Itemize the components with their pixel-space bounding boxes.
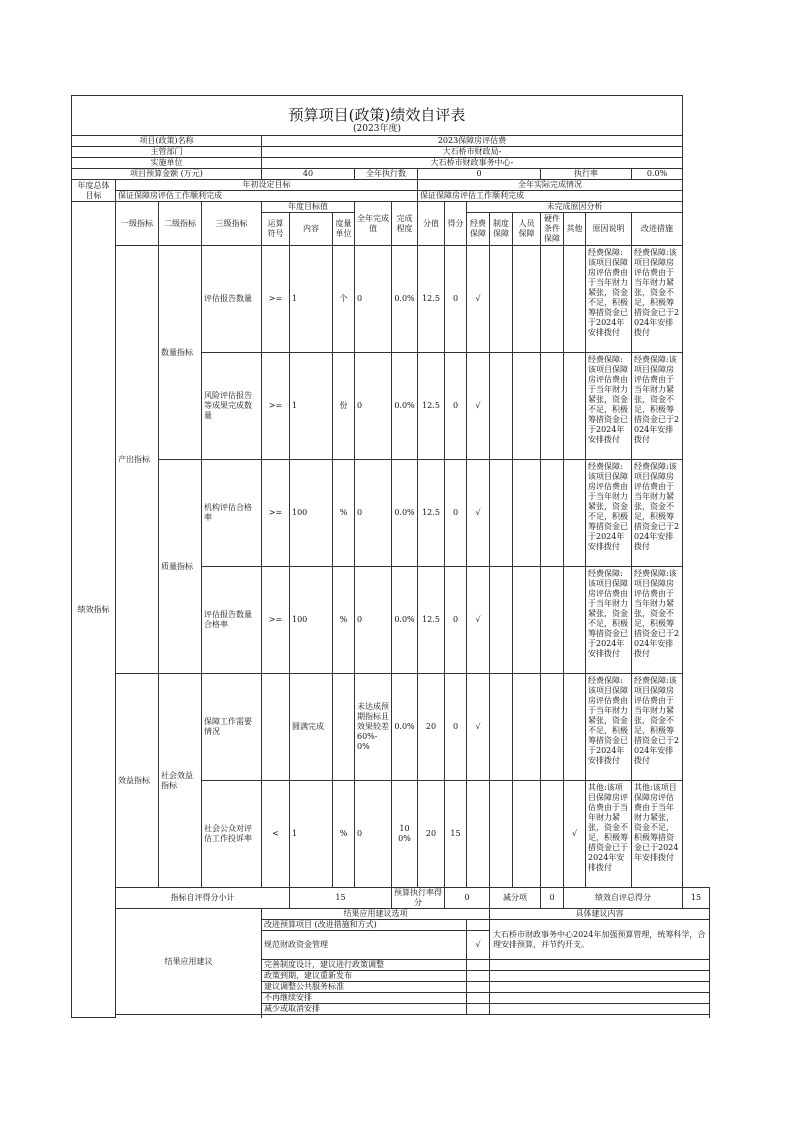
- header-level1: 一级指标: [116, 202, 159, 246]
- operator-cell: >=: [262, 567, 290, 674]
- unit-cell: 个: [333, 246, 355, 353]
- advice-options-header: 结果应用建议选项: [262, 909, 490, 920]
- subtotal-value: 15: [290, 888, 392, 909]
- goal-label-line2: 目标: [85, 190, 102, 200]
- quality-indicator: 质量指标: [159, 460, 202, 674]
- actual-cell: 0: [355, 353, 392, 460]
- explain-cell: 经费保障:该项目保障房评估费由于当年财力紧张，资金不足，积极筹措资金已于2024年安排拨付: [586, 353, 632, 460]
- reason-other-mark: [564, 567, 586, 674]
- page-year: (2023年度): [353, 124, 401, 134]
- content-cell: 1: [290, 353, 333, 460]
- unit-cell: %: [333, 567, 355, 674]
- reason-staff-mark: [513, 674, 541, 781]
- reason-system-mark: [490, 353, 513, 460]
- operator-cell: [262, 674, 290, 781]
- reason-funding-mark: √: [467, 353, 490, 460]
- score-cell: 0: [445, 246, 467, 353]
- header-level3: 三级指标: [202, 202, 262, 246]
- score-cell: 0: [445, 674, 467, 781]
- advice-option-mark: [467, 920, 490, 931]
- advice-content-blank: [490, 993, 710, 1004]
- improve-cell: 经费保障:该项目保障房评估费由于当年财力紧张，资金不足，积极筹措资金已于2024年安排拨付: [632, 246, 683, 353]
- improve-cell: 经费保障:该项目保障房评估费由于当年财力紧张，资金不足，积极筹措资金已于2024年安排拨付: [632, 674, 683, 781]
- header-operator: 运算符号: [262, 213, 290, 246]
- self-evaluation-table: [71, 95, 710, 1018]
- score-value-cell: 20: [418, 781, 445, 888]
- reason-system-mark: [490, 246, 513, 353]
- advice-option-mark: [467, 960, 490, 971]
- score-cell: 0: [445, 567, 467, 674]
- explain-cell: 经费保障:该项目保障房评估费由于当年财力紧张，资金不足，积极筹措资金已于2024年安排拨付: [586, 246, 632, 353]
- advice-option: 改进预算项目 (改进措施和方式): [262, 920, 467, 931]
- advice-option: 减少或取消安排: [262, 1004, 467, 1015]
- score-value-cell: 12.5: [418, 246, 445, 353]
- project-name-value: 2023保障房评估费: [262, 136, 683, 147]
- improve-cell: 经费保障:该项目保障房评估费由于当年财力紧张，资金不足，积极筹措资金已于2024年安排拨付: [632, 567, 683, 674]
- level3-cell: 评估报告数量合格率: [202, 567, 262, 674]
- actual-cell: 未达成预期指标且效果较差60%-0%: [355, 674, 392, 781]
- reason-funding-mark: √: [467, 567, 490, 674]
- reason-other-mark: [564, 460, 586, 567]
- total-label: 绩效自评总得分: [564, 888, 683, 909]
- actual-goal-header: 全年实际完成情况: [418, 180, 683, 191]
- score-cell: 15: [445, 781, 467, 888]
- actual-cell: 0: [355, 246, 392, 353]
- level3-cell: 社会公众对评估工作投诉率: [202, 781, 262, 888]
- advice-option: 完善制度设计，建议进行政策调整: [262, 960, 467, 971]
- reason-staff-mark: [513, 246, 541, 353]
- advice-clip: [116, 1015, 262, 1018]
- actual-cell: 0: [355, 460, 392, 567]
- score-value-cell: 12.5: [418, 567, 445, 674]
- header-r3: 人员保障: [513, 213, 541, 246]
- degree-cell: 0.0%: [392, 460, 418, 567]
- explain-cell: 经费保障:该项目保障房评估费由于当年财力紧张，资金不足，积极筹措资金已于2024年安排拨付: [586, 567, 632, 674]
- exec-value: 0: [418, 169, 541, 180]
- advice-clip: [262, 1015, 710, 1018]
- operator-cell: >=: [262, 353, 290, 460]
- quantity-indicator: 数量指标: [159, 246, 202, 460]
- advice-option-mark: [467, 982, 490, 993]
- advice-content-blank: [490, 960, 710, 971]
- content-cell: 圆满完成: [290, 674, 333, 781]
- actual-cell: 0: [355, 781, 392, 888]
- score-value-cell: 12.5: [418, 460, 445, 567]
- advice-label: 结果应用建议: [116, 909, 262, 1015]
- explain-cell: 经费保障:该项目保障房评估费由于当年财力紧张，资金不足，积极筹措资金已于2024年安排拨付: [586, 460, 632, 567]
- reason-staff-mark: [513, 567, 541, 674]
- unit-cell: [333, 674, 355, 781]
- improve-cell: 经费保障:该项目保障房评估费由于当年财力紧张，资金不足，积极筹措资金已于2024年安排拨付: [632, 353, 683, 460]
- header-unit: 度量单位: [333, 213, 355, 246]
- unit-value: 大石桥市财政事务中心-: [262, 158, 683, 169]
- reason-hardware-mark: [541, 781, 564, 888]
- reason-staff-mark: [513, 460, 541, 567]
- reason-funding-mark: √: [467, 674, 490, 781]
- perf-indicator-label: 绩效指标: [72, 202, 116, 1018]
- header-degree: 完成程度: [392, 202, 418, 246]
- degree-cell: 0.0%: [392, 674, 418, 781]
- reason-system-mark: [490, 460, 513, 567]
- rate-value: 0.0%: [632, 169, 683, 180]
- advice-option-mark: √: [467, 931, 490, 960]
- output-indicator: 产出指标: [116, 246, 159, 674]
- score-cell: 0: [445, 460, 467, 567]
- title-area: [72, 96, 683, 136]
- content-cell: 100: [290, 460, 333, 567]
- degree-cell: 100%: [392, 781, 418, 888]
- header-content: 内容: [290, 213, 333, 246]
- reason-funding-mark: √: [467, 246, 490, 353]
- improve-cell: 经费保障:该项目保障房评估费由于当年财力紧张，资金不足，积极筹措资金已于2024年安排拨付: [632, 460, 683, 567]
- advice-content-header: 具体建议内容: [490, 909, 710, 920]
- reason-other-mark: [564, 674, 586, 781]
- header-score: 得分: [445, 202, 467, 246]
- actual-goal-value: 保证保障房评估工作顺利完成: [418, 191, 683, 202]
- degree-cell: 0.0%: [392, 567, 418, 674]
- goal-label: [72, 180, 116, 202]
- degree-cell: 0.0%: [392, 353, 418, 460]
- level3-cell: 机构评估合格率: [202, 460, 262, 567]
- header-score-value: 分值: [418, 202, 445, 246]
- content-cell: 1: [290, 781, 333, 888]
- initial-goal-header: 年初设定目标: [116, 180, 418, 191]
- reason-hardware-mark: [541, 567, 564, 674]
- explain-cell: 其他:该项目保障房评估费由于当年财力紧张，资金不足，积极筹措资金已于2024年安排拨付: [586, 781, 632, 888]
- header-explain: 原因说明: [586, 213, 632, 246]
- reason-staff-mark: [513, 781, 541, 888]
- content-cell: 100: [290, 567, 333, 674]
- operator-cell: >=: [262, 460, 290, 567]
- dept-label: 主管部门: [72, 147, 262, 158]
- level3-cell: 保障工作需要情况: [202, 674, 262, 781]
- header-r4: 硬件条件保障: [541, 213, 564, 246]
- rate-label: 执行率: [541, 169, 632, 180]
- dept-value: 大石桥市财政局-: [262, 147, 683, 158]
- header-improve: 改进措施: [632, 213, 683, 246]
- exec-score-label: 预算执行率得分: [392, 888, 445, 909]
- reason-hardware-mark: [541, 246, 564, 353]
- deduct-value: 0: [541, 888, 564, 909]
- advice-content-blank: [490, 971, 710, 982]
- header-reasons: 未完成原因分析: [467, 202, 683, 213]
- advice-option-mark: [467, 971, 490, 982]
- unit-cell: %: [333, 460, 355, 567]
- advice-content-blank: [490, 1004, 710, 1015]
- operator-cell: <: [262, 781, 290, 888]
- advice-option: 不再继续安排: [262, 993, 467, 1004]
- unit-cell: %: [333, 781, 355, 888]
- degree-cell: 0.0%: [392, 246, 418, 353]
- budget-label: 项目预算金额 (万元): [72, 169, 262, 180]
- page-title: 预算项目(政策)绩效自评表: [288, 106, 466, 124]
- reason-system-mark: [490, 567, 513, 674]
- header-actual: 全年完成值: [355, 202, 392, 246]
- reason-hardware-mark: [541, 460, 564, 567]
- unit-label: 实施单位: [72, 158, 262, 169]
- reason-hardware-mark: [541, 353, 564, 460]
- reason-other-mark: [564, 246, 586, 353]
- content-cell: 1: [290, 246, 333, 353]
- improve-cell: 其他:该项目保障房评估费由于当年财力紧张，资金不足，积极筹措资金已于2024年安排拨付: [632, 781, 683, 888]
- advice-content: 大石桥市财政事务中心2024年加强预算管理，统筹科学，合理安排预算，并节约开支。: [490, 920, 710, 960]
- reason-funding-mark: √: [467, 460, 490, 567]
- explain-cell: 经费保障:该项目保障房评估费由于当年财力紧张，资金不足，积极筹措资金已于2024年安排拨付: [586, 674, 632, 781]
- level3-cell: 风险评估报告等成果完成数量: [202, 353, 262, 460]
- deduct-label: 减分项: [490, 888, 541, 909]
- reason-funding-mark: [467, 781, 490, 888]
- reason-system-mark: [490, 674, 513, 781]
- level3-cell: 评估报告数量: [202, 246, 262, 353]
- advice-option: 规范财政资金管理: [262, 931, 467, 960]
- score-value-cell: 20: [418, 674, 445, 781]
- subtotal-label: 指标自评得分小计: [116, 888, 290, 909]
- total-value: 15: [683, 888, 710, 909]
- project-name-label: 项目(政策)名称: [72, 136, 262, 147]
- header-r2: 制度保障: [490, 213, 513, 246]
- unit-cell: 份: [333, 353, 355, 460]
- initial-goal-value: 保证保障房评估工作顺利完成: [116, 191, 418, 202]
- social-benefit-indicator: 社会效益指标: [159, 674, 202, 888]
- goal-label-line1: 年度总体: [77, 180, 110, 190]
- benefit-indicator: 效益指标: [116, 674, 159, 888]
- score-cell: 0: [445, 353, 467, 460]
- exec-score-value: 0: [445, 888, 490, 909]
- budget-value: 40: [262, 169, 355, 180]
- exec-label: 全年执行数: [355, 169, 418, 180]
- advice-option-mark: [467, 993, 490, 1004]
- reason-system-mark: [490, 781, 513, 888]
- header-r1: 经费保障: [467, 213, 490, 246]
- advice-option: 政策到期，建议重新发布: [262, 971, 467, 982]
- reason-other-mark: [564, 353, 586, 460]
- advice-option-mark: [467, 1004, 490, 1015]
- reason-hardware-mark: [541, 674, 564, 781]
- advice-content-blank: [490, 982, 710, 993]
- reason-staff-mark: [513, 353, 541, 460]
- header-target: 年度目标值: [262, 202, 355, 213]
- operator-cell: >=: [262, 246, 290, 353]
- score-value-cell: 12.5: [418, 353, 445, 460]
- reason-other-mark: √: [564, 781, 586, 888]
- header-level2: 二级指标: [159, 202, 202, 246]
- advice-option: 建议调整公共服务标准: [262, 982, 467, 993]
- header-r5: 其他: [564, 213, 586, 246]
- actual-cell: 0: [355, 567, 392, 674]
